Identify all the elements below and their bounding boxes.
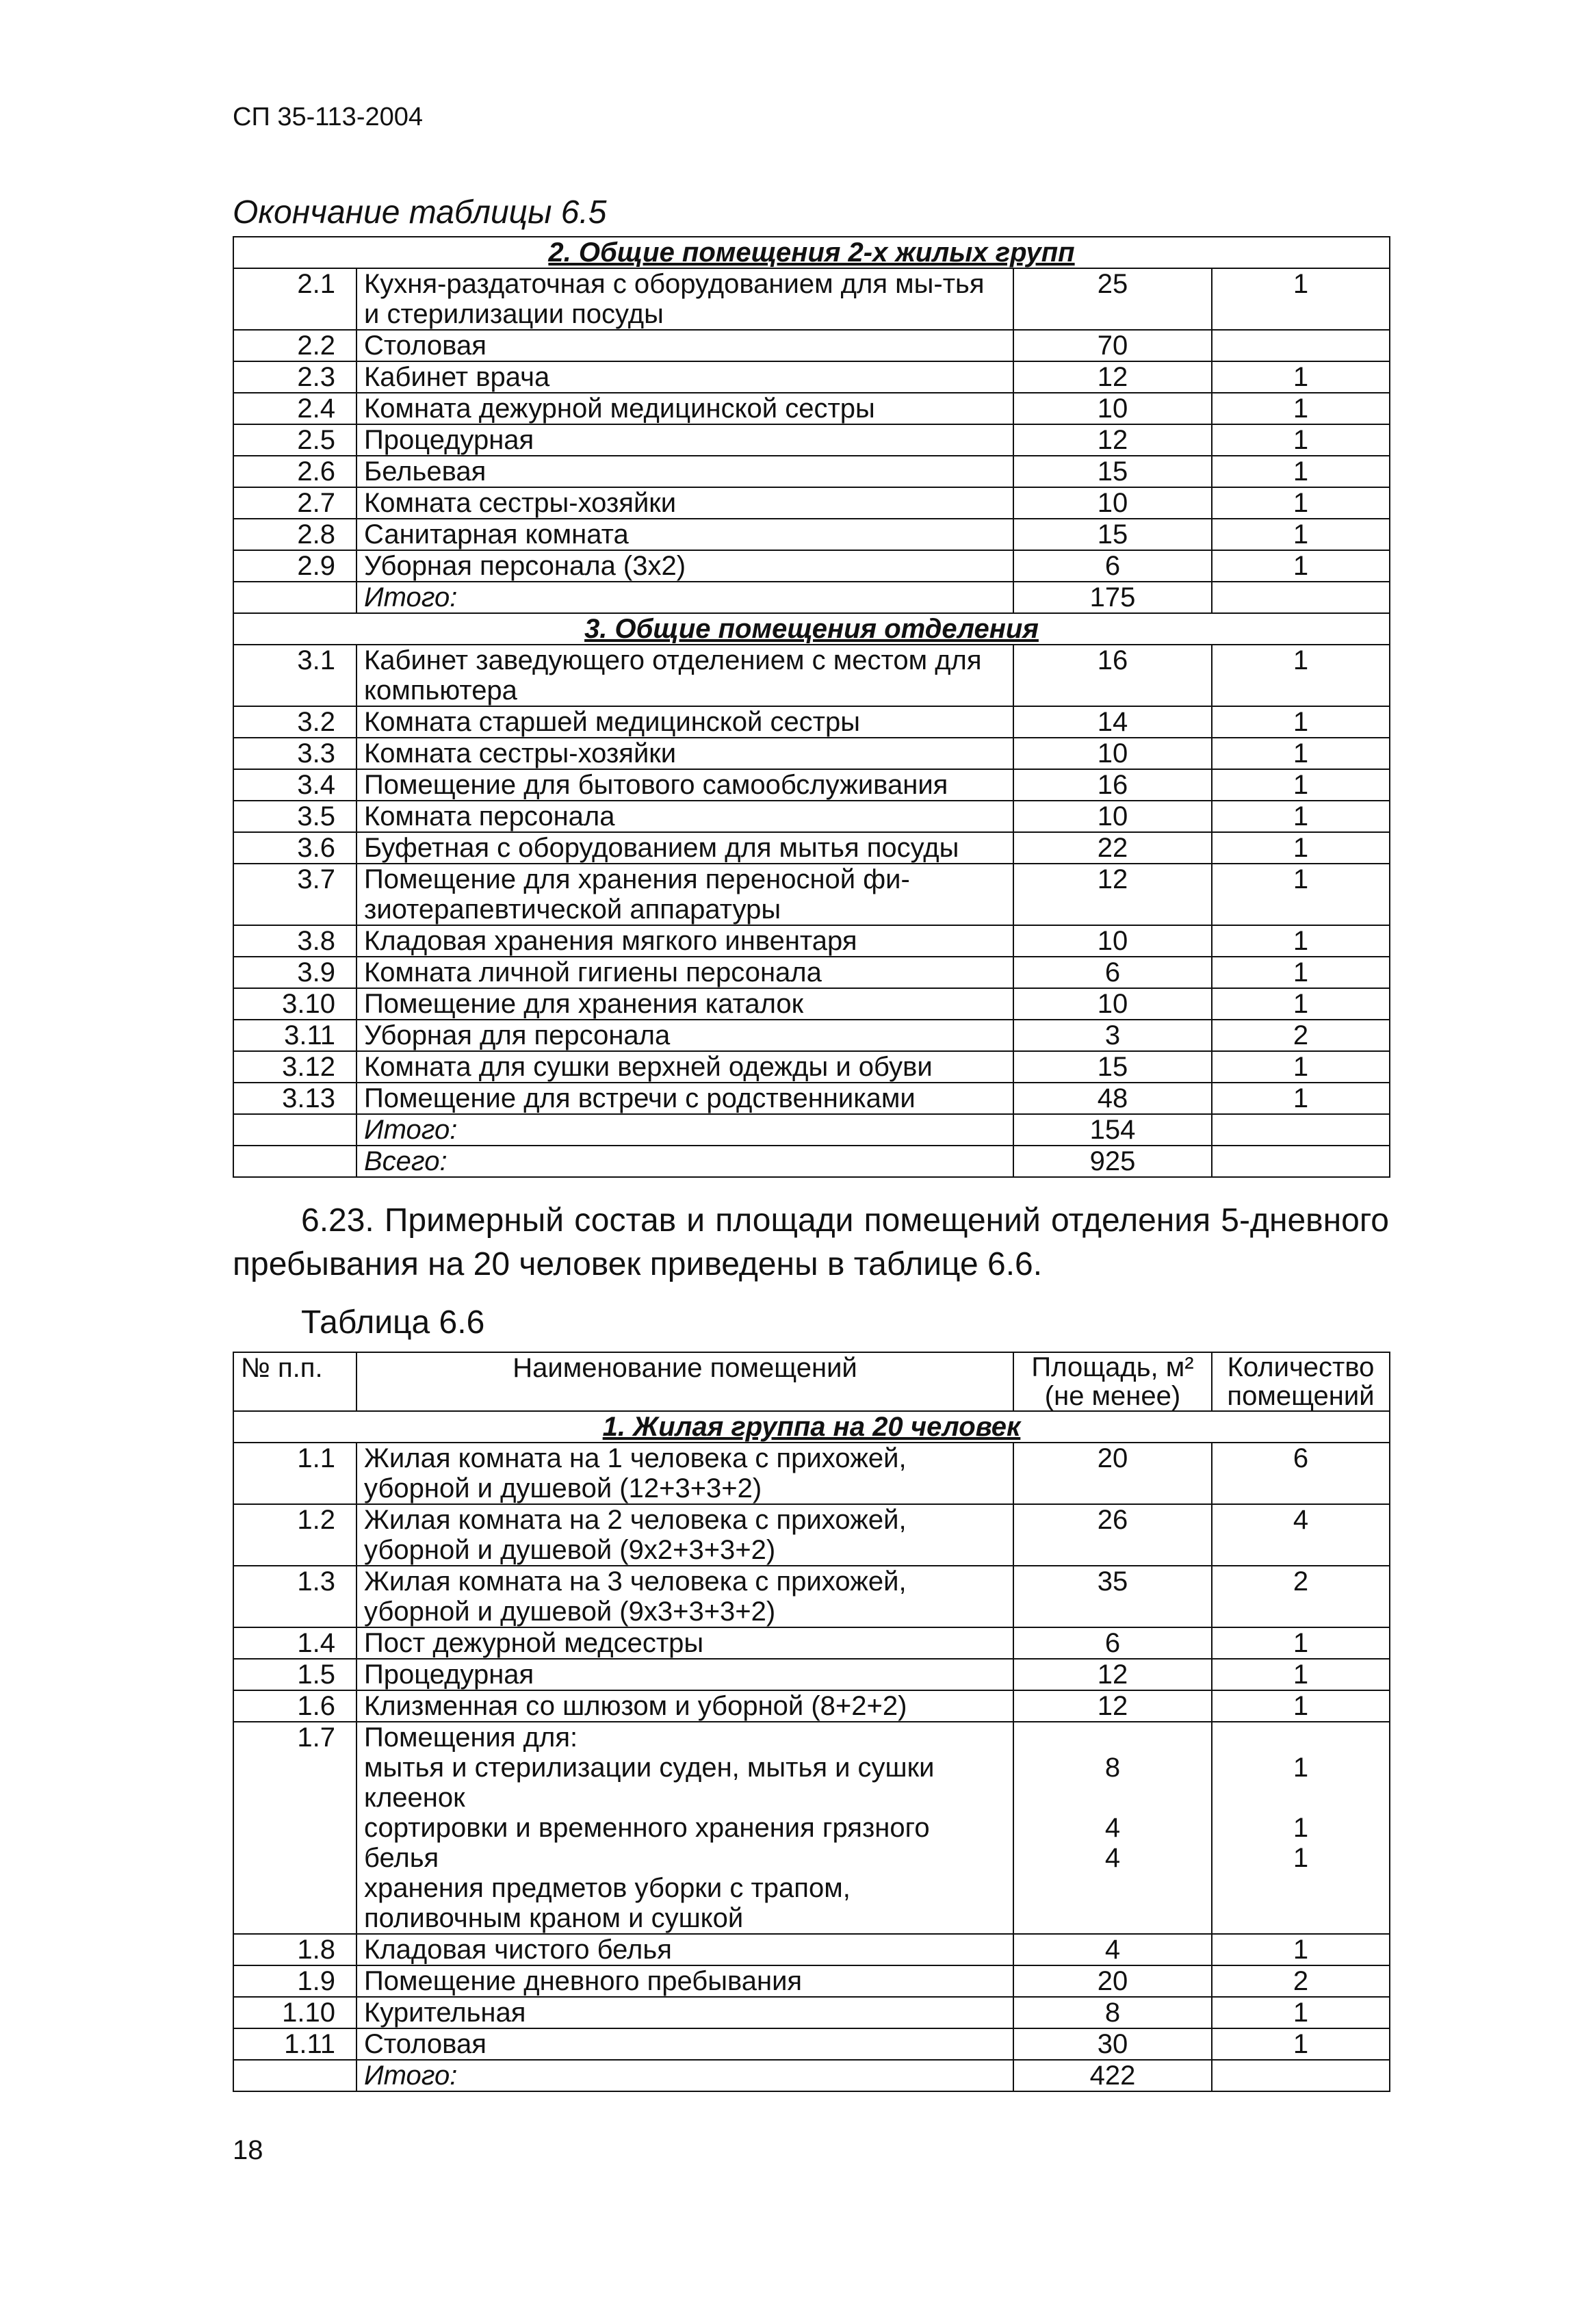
section-title: 2. Общие помещения 2-х жилых групп [233,237,1390,268]
table-6-5 [233,236,1390,1178]
total-row [233,1114,1390,1146]
table-header-row [233,1352,1390,1411]
room-area: 10 [1013,393,1212,424]
room-name: Жилая комната на 3 человека с прихожей, уборной и душевой (9х3+3+3+2) [356,1566,1013,1627]
room-count: 1 [1212,393,1390,424]
table-row [233,738,1390,769]
room-name: Кладовая хранения мягкого инвентаря [356,925,1013,957]
table-row [233,864,1390,925]
row-number: 1.3 [233,1566,356,1627]
room-name: Комната сестры-хозяйки [356,487,1013,519]
room-count: 1 [1212,1934,1390,1965]
row-number: 2.8 [233,519,356,550]
table-row [233,1627,1390,1659]
table-row [233,456,1390,487]
room-area: 20 [1013,1443,1212,1504]
total-area: 925 [1013,1146,1212,1177]
room-area: 26 [1013,1504,1212,1566]
room-area: 48 [1013,1083,1212,1114]
room-count: 1 [1212,645,1390,706]
table-row [233,1997,1390,2028]
total-area: 154 [1013,1114,1212,1146]
room-area: 16 [1013,769,1212,801]
row-number: 2.5 [233,424,356,456]
row-number: 3.5 [233,801,356,832]
room-area: 10 [1013,738,1212,769]
room-name: Комната для сушки верхней одежды и обуви [356,1051,1013,1083]
room-name: Помещение для бытового самообслуживания [356,769,1013,801]
room-count: 1 [1212,1051,1390,1083]
room-area: 70 [1013,330,1212,361]
row-number: 1.6 [233,1690,356,1722]
room-area: 16 [1013,645,1212,706]
room-name: Помещение для хранения переносной фи-зиотерапевтической аппаратуры [356,864,1013,925]
section-header-row [233,613,1390,645]
room-area: 12 [1013,864,1212,925]
table-row [233,1722,1390,1934]
total-area: 422 [1013,2060,1212,2091]
room-count: 1 [1212,1083,1390,1114]
table-6-5-continuation-title: Окончание таблицы 6.5 [233,194,607,231]
room-area: 6 [1013,1627,1212,1659]
room-area: 15 [1013,519,1212,550]
row-number: 1.8 [233,1934,356,1965]
room-count: 1 [1212,738,1390,769]
room-name: Кабинет врача [356,361,1013,393]
row-number: 1.2 [233,1504,356,1566]
row-number: 1.1 [233,1443,356,1504]
header-name: Наименование помещений [356,1352,1013,1411]
row-number: 2.7 [233,487,356,519]
table-row [233,1934,1390,1965]
room-subitem-count: 1 [1293,1753,1309,1783]
total-label: Итого: [356,1114,1013,1146]
room-name: Кладовая чистого белья [356,1934,1013,1965]
room-area: 20 [1013,1965,1212,1997]
page-number: 18 [233,2135,263,2165]
row-number: 2.2 [233,330,356,361]
total-row [233,2060,1390,2091]
room-count: 1 [1212,2028,1390,2060]
room-count: 1 [1212,1997,1390,2028]
table-row [233,1566,1390,1627]
room-count: 1 [1212,424,1390,456]
total-row [233,582,1390,613]
section-title: 3. Общие помещения отделения [233,613,1390,645]
row-number: 3.10 [233,988,356,1020]
table-row [233,361,1390,393]
room-subitem-count: 1 [1293,1813,1309,1843]
room-area: 30 [1013,2028,1212,2060]
room-area: 12 [1013,1659,1212,1690]
paragraph-6-23: 6.23. Примерный состав и площади помещений отделения 5-дневного пребывания на 20 человек приведены в таблице 6.6. [233,1202,1389,1282]
room-subitem-count: 1 [1293,1843,1309,1873]
room-count: 2 [1212,1965,1390,1997]
room-name: Курительная [356,1997,1013,2028]
room-count: 1 [1212,864,1390,925]
table-row [233,769,1390,801]
room-subitem-name: мытья и стерилизации суден, мытья и сушки клеенок [364,1753,935,1813]
row-number: 3.9 [233,957,356,988]
room-count: 1 [1212,832,1390,864]
section-header-row [233,1411,1390,1443]
room-area: 15 [1013,1051,1212,1083]
table-row [233,832,1390,864]
room-count: 1 [1212,1659,1390,1690]
row-number: 2.3 [233,361,356,393]
total-no-cell [233,2060,356,2091]
room-name: Столовая [356,330,1013,361]
total-row [233,1146,1390,1177]
total-count-cell [1212,1114,1390,1146]
room-area: 12 [1013,424,1212,456]
room-count: 1 [1212,988,1390,1020]
row-number: 2.6 [233,456,356,487]
total-area: 175 [1013,582,1212,613]
row-number: 2.9 [233,550,356,582]
table-row [233,1690,1390,1722]
table-6-6-title: Таблица 6.6 [301,1304,485,1341]
room-subitem-name: хранения предметов уборки с трапом, поливочным краном и сушкой [364,1873,851,1933]
table-row [233,801,1390,832]
room-name: Уборная персонала (3х2) [356,550,1013,582]
row-number: 3.6 [233,832,356,864]
total-count-cell [1212,2060,1390,2091]
room-area: 3 [1013,1020,1212,1051]
header-count: Количество помещений [1212,1352,1390,1411]
room-name: Комната персонала [356,801,1013,832]
header-area: Площадь, м² (не менее) [1013,1352,1212,1411]
table-row [233,925,1390,957]
room-group-lead: Помещения для: [364,1722,578,1753]
table-row [233,487,1390,519]
table-row [233,1020,1390,1051]
room-name: Комната дежурной медицинской сестры [356,393,1013,424]
table-row [233,268,1390,330]
room-count: 6 [1212,1443,1390,1504]
total-count-cell [1212,582,1390,613]
room-name: Бельевая [356,456,1013,487]
room-name: Процедурная [356,1659,1013,1690]
room-count: 1 [1212,550,1390,582]
table-row [233,1504,1390,1566]
room-name: Жилая комната на 2 человека с прихожей, уборной и душевой (9х2+3+3+2) [356,1504,1013,1566]
table-row [233,330,1390,361]
room-area: 10 [1013,925,1212,957]
section-title: 1. Жилая группа на 20 человек [233,1411,1390,1443]
room-area: 25 [1013,268,1212,330]
table-row [233,2028,1390,2060]
room-name: Комната сестры-хозяйки [356,738,1013,769]
room-count: 1 [1212,769,1390,801]
table-row [233,957,1390,988]
room-count: 1 [1212,519,1390,550]
row-number: 1.7 [233,1722,356,1934]
room-count: 4 [1212,1504,1390,1566]
room-name: Помещение для встречи с родственниками [356,1083,1013,1114]
room-count: 1 [1212,1627,1390,1659]
room-count [1212,1722,1390,1934]
room-area: 22 [1013,832,1212,864]
room-count: 1 [1212,706,1390,738]
room-name: Помещение для хранения каталок [356,988,1013,1020]
room-count: 2 [1212,1020,1390,1051]
row-number: 1.11 [233,2028,356,2060]
room-name: Кабинет заведующего отделением с местом для компьютера [356,645,1013,706]
row-number: 3.2 [233,706,356,738]
row-number: 3.11 [233,1020,356,1051]
room-name: Комната личной гигиены персонала [356,957,1013,988]
row-number: 2.4 [233,393,356,424]
total-label: Итого: [356,2060,1013,2091]
row-number: 3.7 [233,864,356,925]
total-label: Всего: [356,1146,1013,1177]
total-count-cell [1212,1146,1390,1177]
room-count: 1 [1212,925,1390,957]
room-area: 10 [1013,487,1212,519]
room-name: Буфетная с оборудованием для мытья посуды [356,832,1013,864]
room-area [1013,1722,1212,1934]
room-subitem-name: сортировки и временного хранения грязного белья [364,1813,930,1873]
table-row [233,1443,1390,1504]
document-code-header: СП 35-113-2004 [233,103,424,131]
table-row [233,424,1390,456]
row-number: 3.3 [233,738,356,769]
room-name: Помещение дневного пребывания [356,1965,1013,1997]
room-name: Процедурная [356,424,1013,456]
room-area: 12 [1013,361,1212,393]
row-number: 1.5 [233,1659,356,1690]
row-number: 3.12 [233,1051,356,1083]
room-subitem-area: 4 [1104,1813,1121,1843]
room-area: 4 [1013,1934,1212,1965]
table-row [233,706,1390,738]
room-count: 1 [1212,268,1390,330]
total-label: Итого: [356,582,1013,613]
total-no-cell [233,582,356,613]
table-row [233,988,1390,1020]
room-area: 8 [1013,1997,1212,2028]
table-row [233,1965,1390,1997]
room-area: 10 [1013,988,1212,1020]
table-row [233,393,1390,424]
room-area: 6 [1013,957,1212,988]
room-name: Жилая комната на 1 человека с прихожей, уборной и душевой (12+3+3+2) [356,1443,1013,1504]
table-row [233,550,1390,582]
room-count: 1 [1212,487,1390,519]
row-number: 3.8 [233,925,356,957]
table-6-6 [233,1352,1390,2092]
room-name: Кухня-раздаточная с оборудованием для мы-тья и стерилизации посуды [356,268,1013,330]
room-count: 1 [1212,801,1390,832]
room-count: 2 [1212,1566,1390,1627]
table-row [233,1051,1390,1083]
room-area: 14 [1013,706,1212,738]
room-name: Комната старшей медицинской сестры [356,706,1013,738]
room-area: 15 [1013,456,1212,487]
table-row [233,519,1390,550]
room-area: 35 [1013,1566,1212,1627]
room-area: 12 [1013,1690,1212,1722]
row-number: 2.1 [233,268,356,330]
room-count [1212,330,1390,361]
row-number: 1.4 [233,1627,356,1659]
total-no-cell [233,1146,356,1177]
total-no-cell [233,1114,356,1146]
table-row [233,1083,1390,1114]
room-name: Санитарная комната [356,519,1013,550]
header-no: № п.п. [233,1352,356,1411]
room-count: 1 [1212,361,1390,393]
section-header-row [233,237,1390,268]
room-subitem-area: 4 [1104,1843,1121,1873]
room-name: Клизменная со шлюзом и уборной (8+2+2) [356,1690,1013,1722]
room-subitem-area: 8 [1104,1753,1121,1783]
table-row [233,645,1390,706]
room-count: 1 [1212,456,1390,487]
room-area: 10 [1013,801,1212,832]
row-number: 1.9 [233,1965,356,1997]
row-number: 3.1 [233,645,356,706]
row-number: 1.10 [233,1997,356,2028]
row-number: 3.13 [233,1083,356,1114]
room-name: Пост дежурной медсестры [356,1627,1013,1659]
room-name: Столовая [356,2028,1013,2060]
table-row [233,1659,1390,1690]
row-number: 3.4 [233,769,356,801]
room-name: Уборная для персонала [356,1020,1013,1051]
room-name [356,1722,1013,1934]
room-area: 6 [1013,550,1212,582]
room-count: 1 [1212,1690,1390,1722]
room-count: 1 [1212,957,1390,988]
